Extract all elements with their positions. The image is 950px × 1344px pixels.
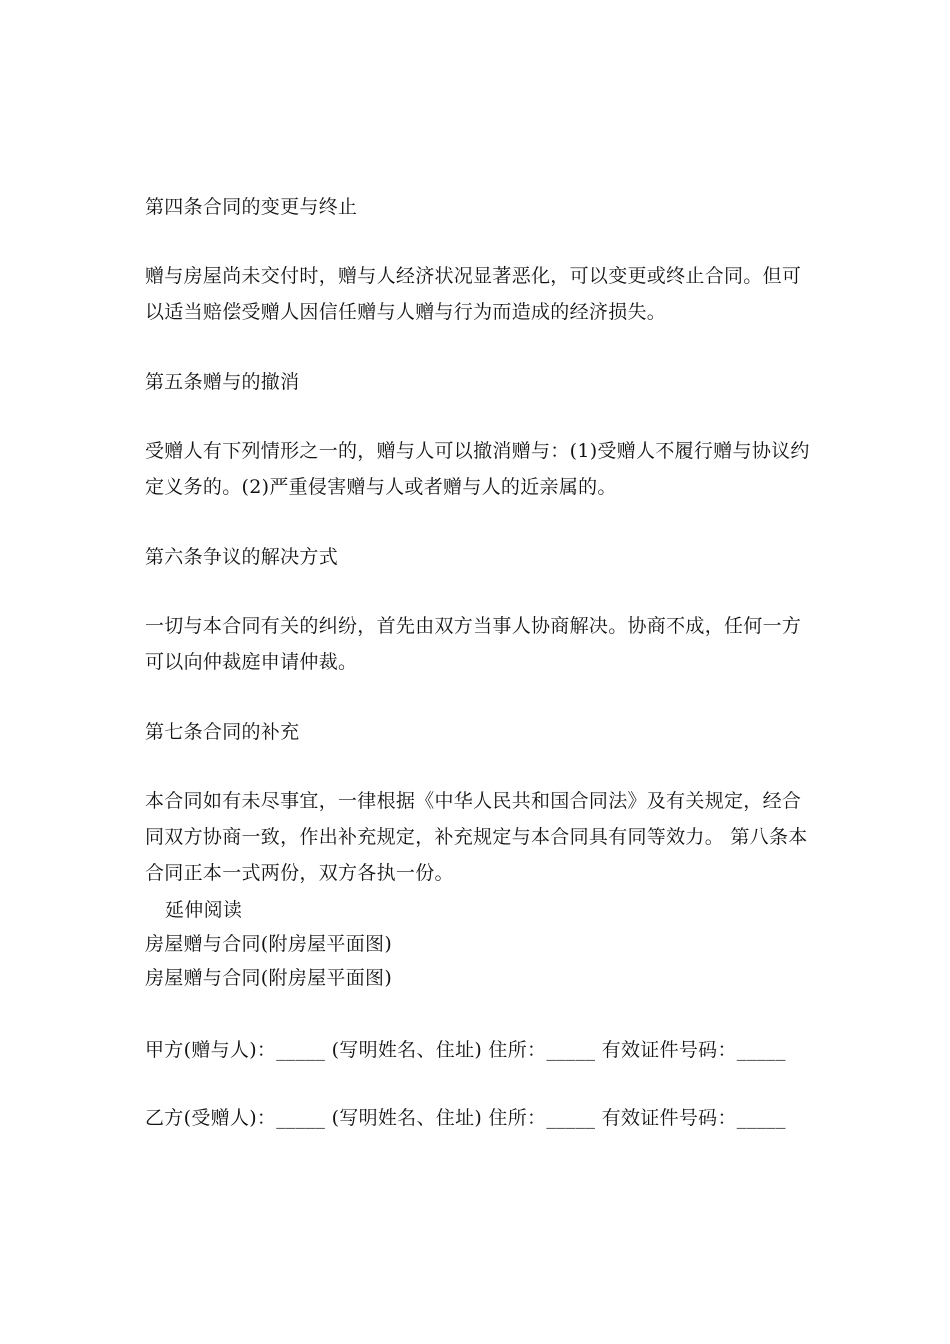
paragraph-line: 同双方协商一致，作出补充规定，补充规定与本合同具有同等效力。 第八条本 [145,826,808,848]
paragraph-line: 本合同如有未尽事宜，一律根据《中华人民共和国合同法》及有关规定，经合 [145,790,802,812]
paragraph-line: 赠与房屋尚未交付时，赠与人经济状况显著恶化，可以变更或终止合同。但可 [145,265,802,287]
party-b-line: 乙方(受赠人)：_____ (写明姓名、住址) 住所：_____ 有效证件号码：_____ [145,1107,786,1129]
party-a-line: 甲方(赠与人)：_____ (写明姓名、住址) 住所：_____ 有效证件号码：_____ [145,1039,786,1061]
section-heading: 第七条合同的补充 [145,721,300,743]
section-heading: 第六条争议的解决方式 [145,546,339,568]
paragraph-line: 可以向仲裁庭申请仲裁。 [145,651,358,673]
paragraph-line: 合同正本一式两份，双方各执一份。 [145,862,454,884]
section-heading: 第五条赠与的撤消 [145,371,300,393]
extended-reading-label: 延伸阅读 [165,899,243,921]
paragraph-line: 定义务的。(2)严重侵害赠与人或者赠与人的近亲属的。 [145,476,617,498]
section-heading: 第四条合同的变更与终止 [145,196,358,218]
extended-reading-link[interactable]: 房屋赠与合同(附房屋平面图) [145,967,393,989]
extended-reading-link[interactable]: 房屋赠与合同(附房屋平面图) [145,933,393,955]
paragraph-line: 以适当赔偿受赠人因信任赠与人赠与行为而造成的经济损失。 [145,301,667,323]
paragraph-line: 一切与本合同有关的纠纷，首先由双方当事人协商解决。协商不成，任何一方 [145,615,802,637]
paragraph-line: 受赠人有下列情形之一的，赠与人可以撤消赠与：(1)受赠人不履行赠与协议约 [145,440,810,462]
